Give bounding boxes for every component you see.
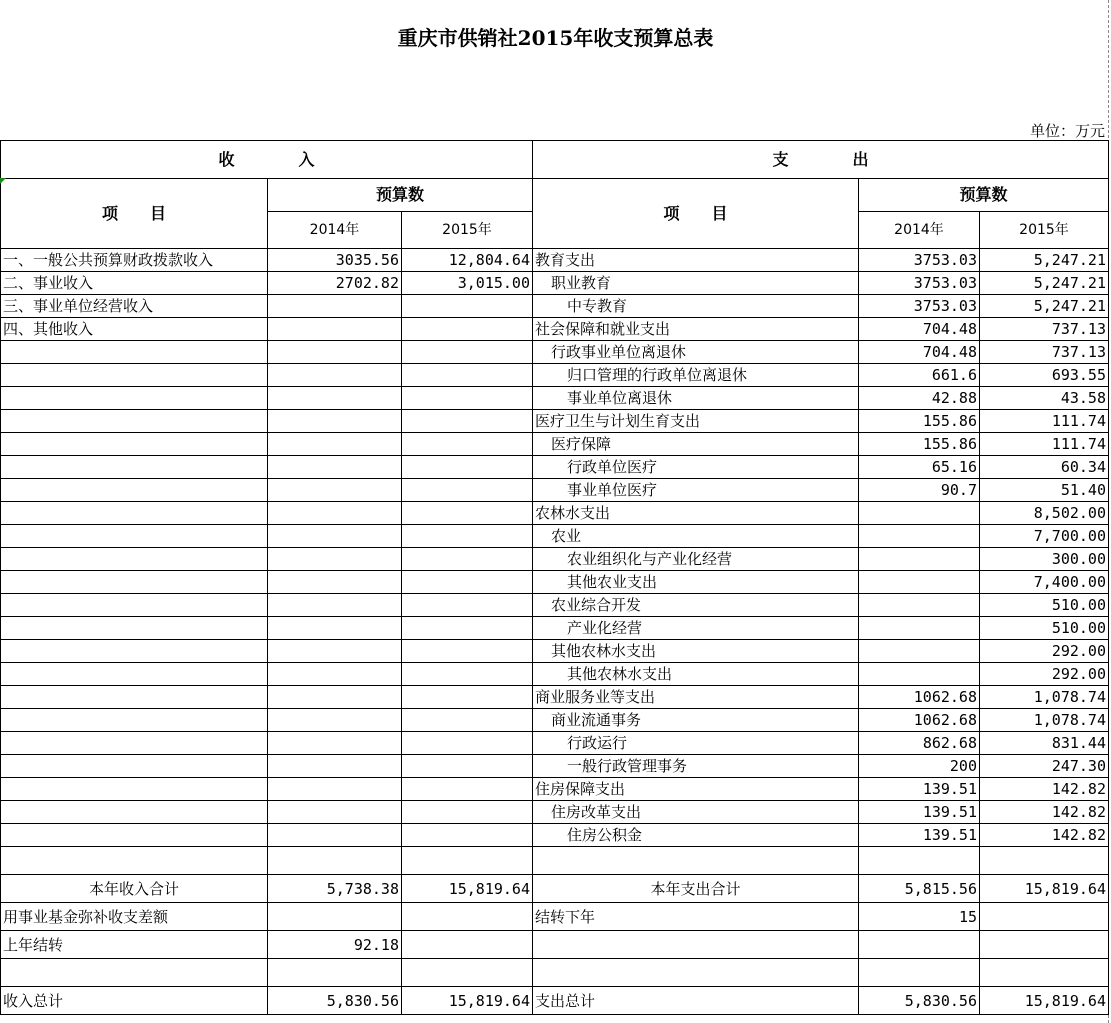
empty-cell[interactable] (1, 847, 268, 875)
income-item-cell[interactable] (1, 410, 268, 433)
expense-2014-cell[interactable]: 704.48 (859, 341, 980, 364)
empty-cell[interactable] (268, 847, 402, 875)
income-budget-header[interactable]: 预算数 (268, 179, 533, 212)
expense-2015-cell[interactable]: 292.00 (980, 663, 1109, 686)
table-row (1, 640, 1109, 663)
income-header[interactable]: 收 入 (1, 141, 533, 179)
income-2014-cell[interactable] (268, 318, 402, 341)
income-item-cell[interactable] (1, 387, 268, 410)
expense-2015-cell[interactable]: 5,247.21 (980, 249, 1109, 272)
income-item-cell[interactable] (1, 364, 268, 387)
income-2015-cell[interactable] (402, 318, 533, 341)
table-row (1, 272, 1109, 295)
expense-item-cell[interactable]: 一般行政管理事务 (533, 755, 859, 778)
empty-cell[interactable] (402, 847, 533, 875)
expense-item-cell[interactable]: 社会保障和就业支出 (533, 318, 859, 341)
income-2015-cell[interactable] (402, 571, 533, 594)
income-2015-cell[interactable] (402, 686, 533, 709)
sheet-title: 重庆市供销社2015年收支预算总表 (397, 26, 714, 50)
expense-header[interactable]: 支 出 (533, 141, 1109, 179)
income-item-cell[interactable] (1, 686, 268, 709)
expense-summary-label[interactable]: 支出总计 (533, 987, 859, 1015)
income-2014-cell[interactable] (268, 801, 402, 824)
expense-item-cell[interactable]: 农林水支出 (533, 502, 859, 525)
income-2014-cell[interactable] (268, 571, 402, 594)
expense-2015-cell[interactable]: 60.34 (980, 456, 1109, 479)
table-row (1, 387, 1109, 410)
income-summary-label[interactable]: 用事业基金弥补收支差额 (1, 903, 268, 931)
expense-2014-cell[interactable] (859, 594, 980, 617)
expense-item-cell[interactable]: 医疗卫生与计划生育支出 (533, 410, 859, 433)
summary-row-grand-total (1, 987, 1109, 1015)
expense-item-cell[interactable]: 住房公积金 (533, 824, 859, 847)
expense-2015-cell[interactable]: 693.55 (980, 364, 1109, 387)
expense-summary-2015[interactable]: 15,819.64 (980, 987, 1109, 1015)
expense-item-cell[interactable]: 其他农业支出 (533, 571, 859, 594)
expense-summary-2015[interactable] (980, 903, 1109, 931)
income-2015-cell[interactable] (402, 364, 533, 387)
empty-cell[interactable] (533, 847, 859, 875)
empty-cell[interactable] (402, 959, 533, 987)
summary-row-year-total (1, 875, 1109, 903)
budget-table (0, 140, 1109, 1015)
expense-2014-cell[interactable]: 139.51 (859, 824, 980, 847)
income-2014-cell[interactable] (268, 732, 402, 755)
expense-2014-cell[interactable]: 862.68 (859, 732, 980, 755)
table-row (1, 525, 1109, 548)
table-row (1, 249, 1109, 272)
expense-item-cell[interactable]: 住房改革支出 (533, 801, 859, 824)
table-row (1, 778, 1109, 801)
income-item-cell[interactable] (1, 824, 268, 847)
expense-2015-cell[interactable]: 7,700.00 (980, 525, 1109, 548)
income-2014-cell[interactable] (268, 341, 402, 364)
expense-summary-2014[interactable]: 5,830.56 (859, 987, 980, 1015)
income-2015-cell[interactable] (402, 617, 533, 640)
income-item-cell[interactable]: 三、事业单位经营收入 (1, 295, 268, 318)
table-row (1, 410, 1109, 433)
expense-item-cell[interactable]: 农业组织化与产业化经营 (533, 548, 859, 571)
expense-item-cell[interactable]: 农业综合开发 (533, 594, 859, 617)
expense-item-cell[interactable]: 其他农林水支出 (533, 640, 859, 663)
expense-2014-cell[interactable] (859, 525, 980, 548)
income-2015-cell[interactable]: 12,804.64 (402, 249, 533, 272)
expense-2015-cell[interactable]: 247.30 (980, 755, 1109, 778)
expense-2015-cell[interactable]: 43.58 (980, 387, 1109, 410)
income-2014-cell[interactable] (268, 686, 402, 709)
expense-item-cell[interactable]: 中专教育 (533, 295, 859, 318)
income-2015-cell[interactable] (402, 525, 533, 548)
income-2014-cell[interactable]: 3035.56 (268, 249, 402, 272)
income-summary-2014[interactable] (268, 903, 402, 931)
expense-2015-cell[interactable]: 142.82 (980, 801, 1109, 824)
income-2014-cell[interactable] (268, 502, 402, 525)
expense-item-cell[interactable]: 职业教育 (533, 272, 859, 295)
income-item-cell[interactable] (1, 456, 268, 479)
table-row (1, 709, 1109, 732)
income-2014-cell[interactable] (268, 709, 402, 732)
income-2015-cell[interactable]: 3,015.00 (402, 272, 533, 295)
expense-2014-cell[interactable]: 42.88 (859, 387, 980, 410)
income-item-cell[interactable] (1, 709, 268, 732)
income-summary-2015[interactable]: 15,819.64 (402, 987, 533, 1015)
income-2014-cell[interactable] (268, 364, 402, 387)
income-item-cell[interactable] (1, 732, 268, 755)
expense-summary-2015[interactable] (980, 931, 1109, 959)
table-row (1, 364, 1109, 387)
expense-2015-cell[interactable]: 142.82 (980, 778, 1109, 801)
expense-2015-cell[interactable]: 51.40 (980, 479, 1109, 502)
expense-item-cell[interactable]: 事业单位医疗 (533, 479, 859, 502)
income-2014-cell[interactable] (268, 755, 402, 778)
table-row (1, 663, 1109, 686)
expense-2014-cell[interactable]: 90.7 (859, 479, 980, 502)
expense-summary-label[interactable] (533, 931, 859, 959)
blank-row (1, 847, 1109, 875)
income-item-cell[interactable] (1, 801, 268, 824)
empty-cell[interactable] (859, 847, 980, 875)
expense-summary-2015[interactable]: 15,819.64 (980, 875, 1109, 903)
income-2015-cell[interactable] (402, 502, 533, 525)
empty-cell[interactable] (1, 959, 268, 987)
expense-item-cell[interactable]: 其他农林水支出 (533, 663, 859, 686)
unit-label: 单位：万元 (1029, 122, 1105, 140)
table-row (1, 341, 1109, 364)
expense-2015-cell[interactable]: 7,400.00 (980, 571, 1109, 594)
income-item-cell[interactable] (1, 341, 268, 364)
expense-item-cell[interactable]: 行政运行 (533, 732, 859, 755)
income-2014-cell[interactable] (268, 433, 402, 456)
expense-2014-cell[interactable]: 139.51 (859, 801, 980, 824)
expense-item-cell[interactable]: 医疗保障 (533, 433, 859, 456)
table-row (1, 456, 1109, 479)
income-2014-cell[interactable] (268, 456, 402, 479)
expense-item-cell[interactable]: 行政事业单位离退休 (533, 341, 859, 364)
income-item-cell[interactable]: 二、事业收入 (1, 272, 268, 295)
expense-2015-cell[interactable]: 111.74 (980, 433, 1109, 456)
expense-2015-cell[interactable]: 1,078.74 (980, 709, 1109, 732)
income-2015-cell[interactable] (402, 433, 533, 456)
expense-2015-cell[interactable]: 737.13 (980, 341, 1109, 364)
income-item-cell[interactable] (1, 525, 268, 548)
expense-summary-label[interactable]: 本年支出合计 (533, 875, 859, 903)
expense-2014-cell[interactable]: 1062.68 (859, 686, 980, 709)
table-row (1, 617, 1109, 640)
income-item-cell[interactable] (1, 594, 268, 617)
expense-item-header[interactable]: 项 目 (533, 179, 859, 249)
expense-2014-cell[interactable]: 139.51 (859, 778, 980, 801)
income-2014-cell[interactable] (268, 594, 402, 617)
income-2015-cell[interactable] (402, 594, 533, 617)
expense-2015-cell[interactable]: 510.00 (980, 617, 1109, 640)
expense-2014-cell[interactable] (859, 548, 980, 571)
income-2015-cell[interactable] (402, 732, 533, 755)
income-item-cell[interactable] (1, 479, 268, 502)
expense-2015-header[interactable]: 2015年 (980, 212, 1109, 249)
expense-2015-cell[interactable]: 292.00 (980, 640, 1109, 663)
expense-item-cell[interactable]: 归口管理的行政单位离退休 (533, 364, 859, 387)
income-2015-cell[interactable] (402, 341, 533, 364)
expense-2014-cell[interactable]: 200 (859, 755, 980, 778)
table-row (1, 295, 1109, 318)
expense-2014-cell[interactable]: 661.6 (859, 364, 980, 387)
expense-2015-cell[interactable]: 111.74 (980, 410, 1109, 433)
income-item-cell[interactable] (1, 433, 268, 456)
empty-cell[interactable] (980, 847, 1109, 875)
income-item-cell[interactable] (1, 778, 268, 801)
expense-2015-cell[interactable]: 142.82 (980, 824, 1109, 847)
expense-2014-cell[interactable] (859, 571, 980, 594)
expense-2015-cell[interactable]: 8,502.00 (980, 502, 1109, 525)
expense-2015-cell[interactable]: 1,078.74 (980, 686, 1109, 709)
income-2014-cell[interactable] (268, 640, 402, 663)
table-row (1, 433, 1109, 456)
expense-summary-2014[interactable]: 5,815.56 (859, 875, 980, 903)
income-summary-2014[interactable]: 5,830.56 (268, 987, 402, 1015)
empty-cell[interactable] (533, 959, 859, 987)
income-item-cell[interactable] (1, 640, 268, 663)
income-2015-cell[interactable] (402, 456, 533, 479)
empty-cell[interactable] (980, 959, 1109, 987)
expense-summary-2014[interactable] (859, 931, 980, 959)
expense-2014-cell[interactable] (859, 502, 980, 525)
expense-2014-cell[interactable]: 704.48 (859, 318, 980, 341)
income-2014-cell[interactable] (268, 525, 402, 548)
expense-item-cell[interactable]: 产业化经营 (533, 617, 859, 640)
income-2015-cell[interactable] (402, 548, 533, 571)
income-2015-cell[interactable] (402, 640, 533, 663)
income-summary-2015[interactable] (402, 903, 533, 931)
expense-2014-cell[interactable] (859, 617, 980, 640)
income-2014-header[interactable]: 2014年 (268, 212, 402, 249)
table-row (1, 479, 1109, 502)
income-item-cell[interactable] (1, 663, 268, 686)
income-2015-cell[interactable] (402, 824, 533, 847)
income-item-cell[interactable]: 四、其他收入 (1, 318, 268, 341)
summary-row-carryover (1, 931, 1109, 959)
empty-cell[interactable] (268, 959, 402, 987)
income-2014-cell[interactable] (268, 824, 402, 847)
expense-item-cell[interactable]: 事业单位离退休 (533, 387, 859, 410)
income-2015-cell[interactable] (402, 663, 533, 686)
expense-2014-cell[interactable]: 65.16 (859, 456, 980, 479)
expense-2014-cell[interactable] (859, 663, 980, 686)
income-item-cell[interactable] (1, 502, 268, 525)
income-2014-cell[interactable] (268, 617, 402, 640)
table-row (1, 686, 1109, 709)
expense-summary-2014[interactable]: 15 (859, 903, 980, 931)
income-2014-cell[interactable] (268, 387, 402, 410)
income-item-cell[interactable] (1, 755, 268, 778)
income-2015-cell[interactable] (402, 755, 533, 778)
table-row (1, 801, 1109, 824)
expense-item-cell[interactable]: 住房保障支出 (533, 778, 859, 801)
expense-2015-cell[interactable]: 737.13 (980, 318, 1109, 341)
income-2015-cell[interactable] (402, 295, 533, 318)
expense-2014-cell[interactable]: 1062.68 (859, 709, 980, 732)
expense-item-cell[interactable]: 行政单位医疗 (533, 456, 859, 479)
expense-2014-cell[interactable]: 3753.03 (859, 295, 980, 318)
income-2015-header[interactable]: 2015年 (402, 212, 533, 249)
expense-2014-cell[interactable]: 3753.03 (859, 272, 980, 295)
expense-budget-header[interactable]: 预算数 (859, 179, 1109, 212)
expense-item-cell[interactable]: 农业 (533, 525, 859, 548)
expense-2015-cell[interactable]: 831.44 (980, 732, 1109, 755)
income-item-header[interactable]: 项 目 (1, 179, 268, 249)
income-2015-cell[interactable] (402, 410, 533, 433)
income-2015-cell[interactable] (402, 479, 533, 502)
table-row (1, 755, 1109, 778)
income-2014-cell[interactable] (268, 548, 402, 571)
income-2014-cell[interactable] (268, 663, 402, 686)
income-2015-cell[interactable] (402, 778, 533, 801)
income-summary-2015[interactable]: 15,819.64 (402, 875, 533, 903)
income-summary-label[interactable]: 本年收入合计 (1, 875, 268, 903)
expense-2014-header[interactable]: 2014年 (859, 212, 980, 249)
expense-item-cell[interactable]: 商业服务业等支出 (533, 686, 859, 709)
income-summary-2014[interactable]: 92.18 (268, 931, 402, 959)
expense-2014-cell[interactable]: 3753.03 (859, 249, 980, 272)
income-2014-cell[interactable]: 2702.82 (268, 272, 402, 295)
income-summary-label[interactable]: 收入总计 (1, 987, 268, 1015)
expense-2014-cell[interactable]: 155.86 (859, 410, 980, 433)
table-row (1, 732, 1109, 755)
income-2014-cell[interactable] (268, 778, 402, 801)
summary-row-fund (1, 903, 1109, 931)
expense-2014-cell[interactable]: 155.86 (859, 433, 980, 456)
expense-2014-cell[interactable] (859, 640, 980, 663)
table-row (1, 824, 1109, 847)
blank-row (1, 959, 1109, 987)
income-summary-2014[interactable]: 5,738.38 (268, 875, 402, 903)
income-2015-cell[interactable] (402, 387, 533, 410)
table-row (1, 594, 1109, 617)
income-item-cell[interactable] (1, 617, 268, 640)
income-item-cell[interactable] (1, 548, 268, 571)
table-row (1, 571, 1109, 594)
table-row (1, 548, 1109, 571)
expense-summary-label[interactable]: 结转下年 (533, 903, 859, 931)
income-2015-cell[interactable] (402, 801, 533, 824)
income-item-cell[interactable]: 一、一般公共预算财政拨款收入 (1, 249, 268, 272)
expense-2015-cell[interactable]: 300.00 (980, 548, 1109, 571)
table-row (1, 318, 1109, 341)
expense-2015-cell[interactable]: 5,247.21 (980, 295, 1109, 318)
income-2014-cell[interactable] (268, 479, 402, 502)
empty-cell[interactable] (859, 959, 980, 987)
income-summary-2015[interactable] (402, 931, 533, 959)
income-2014-cell[interactable] (268, 295, 402, 318)
table-row (1, 502, 1109, 525)
expense-2015-cell[interactable]: 510.00 (980, 594, 1109, 617)
income-summary-label[interactable]: 上年结转 (1, 931, 268, 959)
expense-item-cell[interactable]: 商业流通事务 (533, 709, 859, 732)
income-item-cell[interactable] (1, 571, 268, 594)
expense-2015-cell[interactable]: 5,247.21 (980, 272, 1109, 295)
income-2014-cell[interactable] (268, 410, 402, 433)
expense-item-cell[interactable]: 教育支出 (533, 249, 859, 272)
income-2015-cell[interactable] (402, 709, 533, 732)
cell-comment-marker-icon (0, 178, 6, 184)
